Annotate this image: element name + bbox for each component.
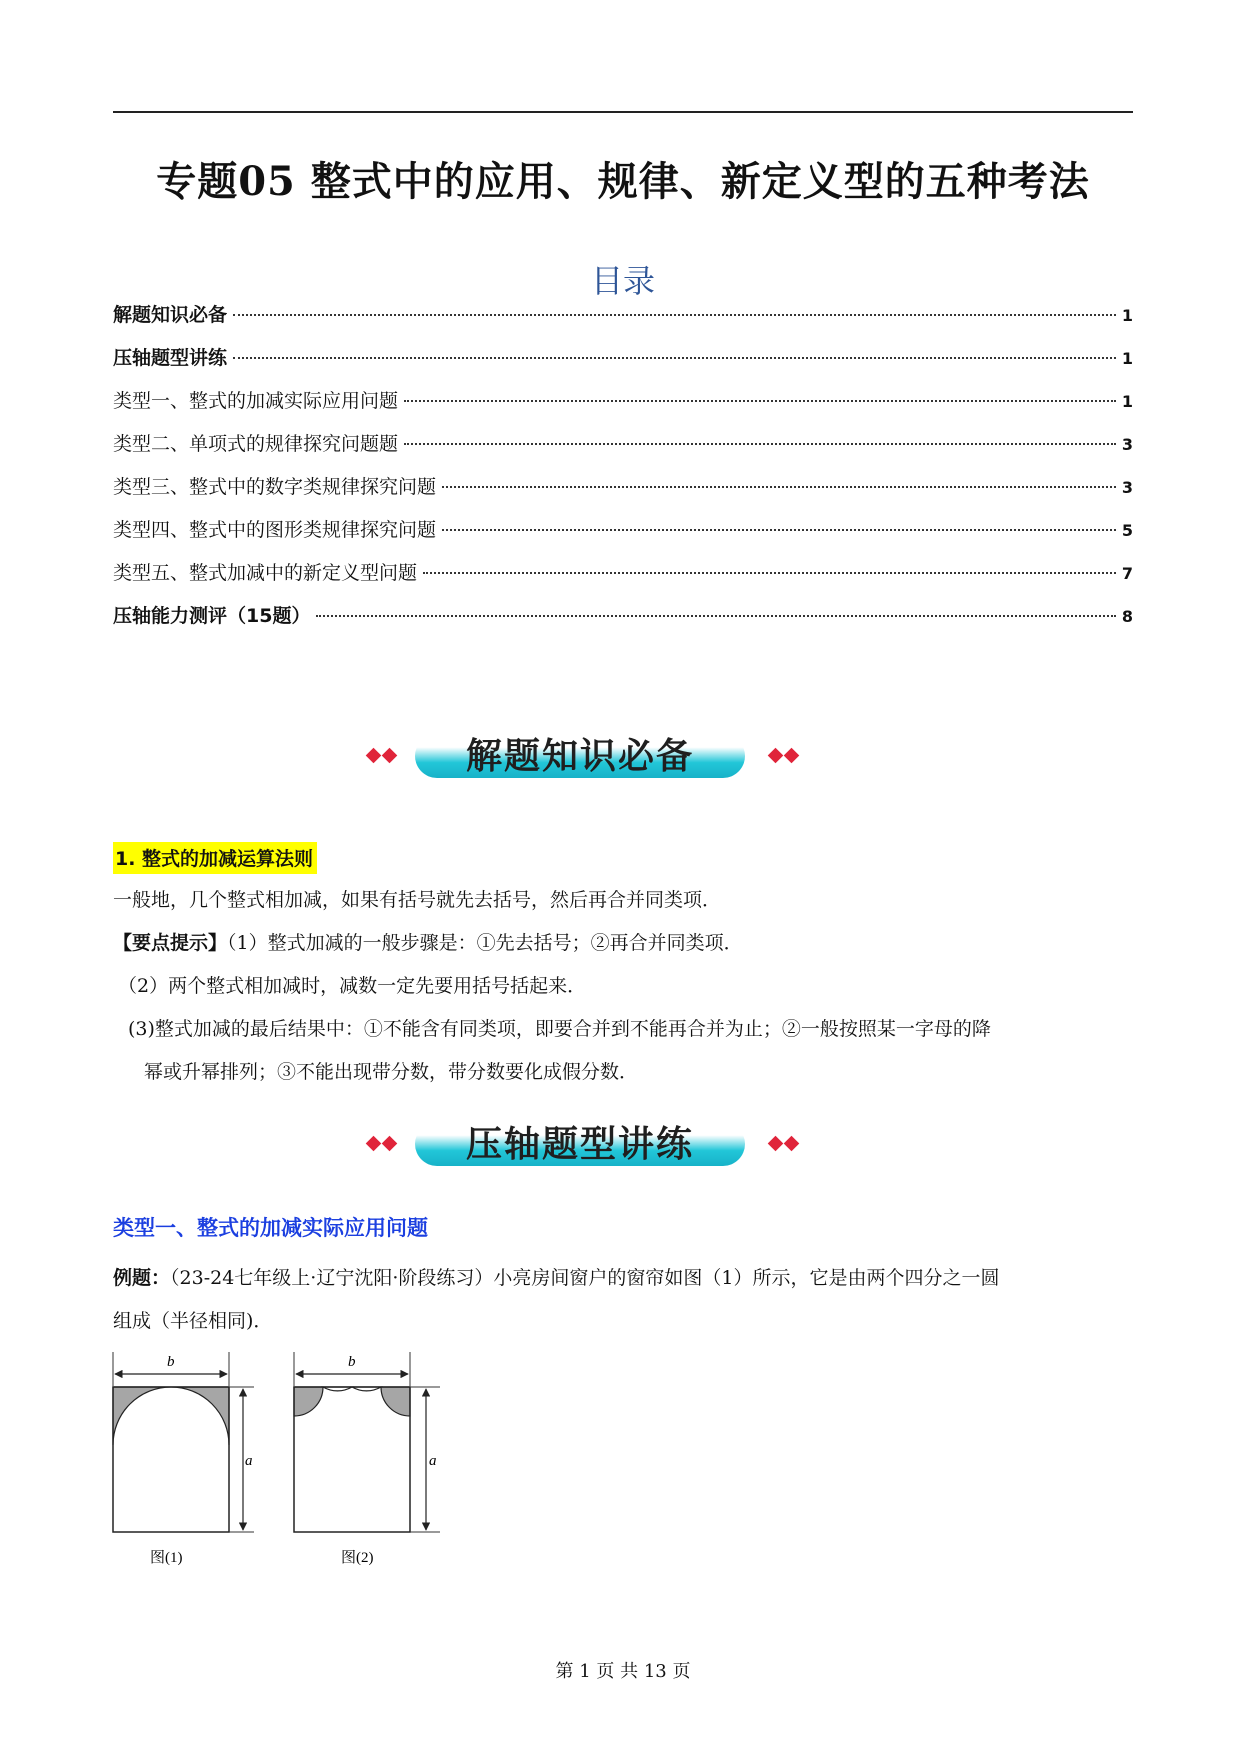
toc-item-page: 3 xyxy=(1121,478,1133,497)
toc-item-label: 类型二、单项式的规律探究问题题 xyxy=(113,433,399,455)
shaded-quarter-circle xyxy=(294,1387,323,1416)
tip-line-1 xyxy=(113,929,1133,957)
toc-heading: 目录 xyxy=(590,262,655,300)
figure-1 xyxy=(113,1352,254,1566)
toc-item-label: 类型三、整式中的数字类规律探究问题 xyxy=(113,476,437,498)
diamond-icon xyxy=(784,1136,800,1152)
toc-item-page: 3 xyxy=(1121,435,1133,454)
banner-title: 压轴题型讲练 xyxy=(465,1124,694,1165)
height-label: a xyxy=(429,1453,437,1469)
toc-item[interactable] xyxy=(113,429,1133,472)
example-line-1 xyxy=(113,1264,1133,1292)
header-rule xyxy=(113,111,1133,113)
toc-item-page: 5 xyxy=(1121,521,1133,540)
toc-item[interactable] xyxy=(113,515,1133,558)
section-banner-practice xyxy=(360,1108,880,1178)
toc-item-label: 压轴能力测评（15题） xyxy=(113,605,311,627)
example-label: 例题： xyxy=(113,1267,171,1289)
toc-item-label: 解题知识必备 xyxy=(113,304,228,326)
toc-item[interactable] xyxy=(113,558,1133,601)
toc-item-label: 类型五、整式加减中的新定义型问题 xyxy=(113,562,418,584)
toc-item-page: 7 xyxy=(1121,564,1133,583)
diamond-icon xyxy=(382,748,398,764)
tip-line-3-cont: 幂或升幂排列；③不能出现带分数，带分数要化成假分数． xyxy=(144,1061,639,1083)
toc-item-label: 类型一、整式的加减实际应用问题 xyxy=(113,390,399,412)
tip-line-2: （2）两个整式相加减时，减数一定先要用括号括起来． xyxy=(118,975,587,997)
example-text: （23-24七年级上·辽宁沈阳·阶段练习）小亮房间窗户的窗帘如图（1）所示，它是由两个四分之一圆 xyxy=(170,1267,1000,1289)
toc-leader-dots xyxy=(233,357,1116,359)
toc-leader-dots xyxy=(423,572,1116,574)
height-label: a xyxy=(245,1453,253,1469)
diamond-icon xyxy=(382,1136,398,1152)
toc-leader-dots xyxy=(233,314,1116,316)
tip-line-3: (3)整式加减的最后结果中：①不能含有同类项，即要合并到不能再合并为止；②一般按照某一字母的降 xyxy=(128,1018,991,1040)
diamond-icon xyxy=(366,1136,382,1152)
diamond-icon xyxy=(768,1136,784,1152)
shaded-quarter-circle xyxy=(113,1387,171,1445)
toc-item[interactable] xyxy=(113,343,1133,386)
document-title: 专题05 整式中的应用、规律、新定义型的五种考法 xyxy=(156,158,1090,205)
width-label: b xyxy=(348,1354,356,1370)
toc-item-page: 1 xyxy=(1121,349,1133,368)
page-footer: 第 1 页 共 13 页 xyxy=(555,1661,691,1682)
banner-title: 解题知识必备 xyxy=(465,736,694,777)
toc-item[interactable] xyxy=(113,386,1133,429)
tip-text-1: （1）整式加减的一般步骤是：①先去括号；②再合并同类项． xyxy=(227,932,743,954)
shaded-quarter-circle xyxy=(381,1387,410,1416)
toc-item-page: 1 xyxy=(1121,306,1133,325)
section-heading-highlighted: 1. 整式的加减运算法则 xyxy=(113,842,317,874)
toc-item[interactable] xyxy=(113,300,1133,343)
caption: 图(1) xyxy=(150,1550,183,1566)
rule-text: 一般地，几个整式相加减，如果有括号就先去括号，然后再合并同类项． xyxy=(113,889,722,911)
diamond-icon xyxy=(366,748,382,764)
toc-leader-dots xyxy=(316,615,1115,617)
toc-leader-dots xyxy=(404,400,1116,402)
table-of-contents xyxy=(113,300,1133,644)
diamond-icon xyxy=(768,748,784,764)
width-label: b xyxy=(167,1354,175,1370)
toc-item-label: 类型四、整式中的图形类规律探究问题 xyxy=(113,519,437,541)
example-line-2: 组成（半径相同)． xyxy=(113,1310,273,1332)
tip-label: 【要点提示】 xyxy=(113,932,228,954)
diamond-icon xyxy=(784,748,800,764)
toc-leader-dots xyxy=(442,486,1116,488)
toc-item-label: 压轴题型讲练 xyxy=(113,347,228,369)
section-banner-knowledge xyxy=(360,720,880,790)
shaded-quarter-circle xyxy=(171,1387,229,1445)
toc-item[interactable] xyxy=(113,472,1133,515)
toc-leader-dots xyxy=(404,443,1116,445)
type-one-heading: 类型一、整式的加减实际应用问题 xyxy=(113,1216,428,1240)
figure-2 xyxy=(294,1352,440,1566)
toc-leader-dots xyxy=(442,529,1116,531)
caption: 图(2) xyxy=(341,1550,374,1566)
toc-item-page: 1 xyxy=(1121,392,1133,411)
curtain-figure xyxy=(110,1350,450,1580)
toc-item-page: 8 xyxy=(1121,607,1133,626)
toc-item[interactable] xyxy=(113,601,1133,644)
